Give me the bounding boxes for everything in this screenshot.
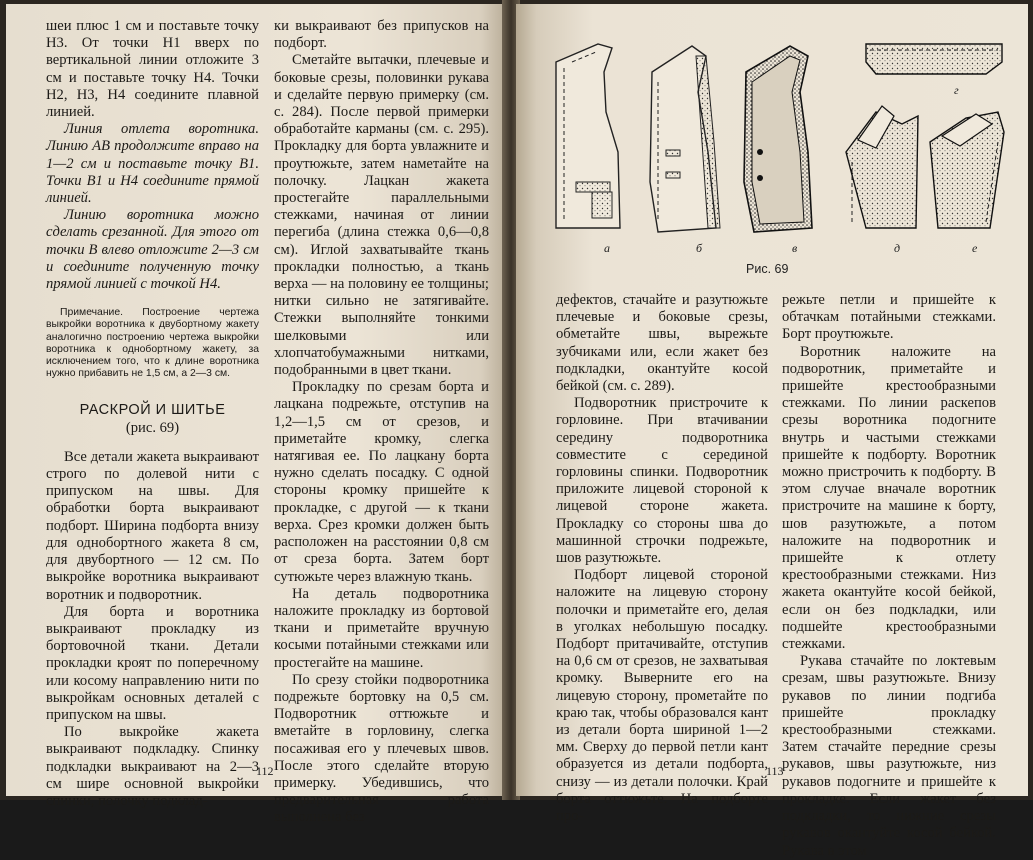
- left-column-2: [274, 18, 489, 827]
- paragraph: Линия отлета воротника. Линию АВ продолжите вправо на 1—2 см и поставьте точку В1. Точки В1 и Н4 соедините прямой линией.: [46, 121, 259, 207]
- jacket-front-a: [556, 44, 620, 228]
- jacket-front-c: [744, 46, 812, 232]
- paragraph: Подборт лицевой стороной наложите на лицевую сторону полочки и приметайте его, делая в уголках небольшую посадку. Подборт притачивайте, отступив на 0,6 см от срезов, не захватывая кромку. Выверните его на лицевую сторону, прометайте по краю так, чтобы образовался кант из детали борта шириной 1—2 мм. Сверху до первой петли кант образуется из детали подборта, снизу — из детали полочки. Край борта оттюжьте. На подборте про-: [556, 567, 768, 825]
- paragraph: шеи плюс 1 см и поставьте точку Н3. От точки Н1 вверх по вертикальной линии отложите 3 см и поставьте точку Н4. Точки Н2, Н3, Н4 соедините плавной линией.: [46, 18, 259, 121]
- paragraph: Воротник наложите на подворотник, приметайте и пришейте крестообразными стежками. По линии раскепов срезы воротника подогните внутрь и частыми стежками пришейте к подборту. Воротник можно пристрочить к подборту. В этом случае вначале воротник пристрочите на машине к борту, шов разутюжьте, а потом наложите на подворотник и пришейте к отлету крестообразными стежками. Низ жакета окантуйте косой бейкой, если он без подкладки, или подшейте крестообразными стежками.: [782, 343, 996, 653]
- page-number: 112: [256, 764, 274, 778]
- figure-69: [546, 32, 1008, 260]
- paragraph: Подворотник пристрочите к горловине. При втачивании середину подворотника совместите с серединой горловины спинки. Подворотник приложите лицевой стороной к лицевой стороне жакета. Прокладку со стороны шва до машинной строчки подрежьте, шов разутюжьте.: [556, 395, 768, 567]
- paragraph: Все детали жакета выкраивают строго по долевой нити с припуском на швы. Для обработки борта выкраивают подборт. Ширина подборта внизу для однобортного жакета 8 см, для двубортного — 12 см. По выкройке воротника выкраивают воротник и подворотник.: [46, 448, 259, 603]
- collar-attach-d: [846, 106, 918, 228]
- right-column-2: [782, 292, 996, 860]
- figure-letter: а: [604, 241, 610, 255]
- figure-letter: г: [954, 83, 959, 97]
- figure-letter: е: [972, 241, 978, 255]
- paragraph: На деталь подворотника наложите прокладку из бортовой ткани и приметайте вручную косыми потайными стежками или простегайте на машине.: [274, 585, 489, 671]
- paragraph: Рукава стачайте по локтевым срезам, швы разутюжьте. Внизу рукавов по линии подгиба пришейте прокладку крестообразными стежками. Затем стачайте передние срезы рукавов, швы разутюжьте, низ рукавов подогните и пришейте к прокладке. Если жакет без подкладки, то нижние срезы рукавов окантуйте косой бейкой. Рукава в этом: [782, 653, 996, 859]
- paragraph: Сметайте вытачки, плечевые и боковые срезы, половинки рукава и сделайте первую примерку (см. с. 284). После первой примерки обработайте карманы (см. с. 295). Прокладку для борта увлажните и проутюжьте, затем наметайте на полочку. Лацкан жакета простегайте параллельными стежками, начиная от линии перегиба (длина стежка 0,6—0,8 см). Иглой захватывайте ткань прокладки полностью, а ткань верха — на половину ее толщины; нитки сильно не затягивайте. Стежки выполняйте тонкими шелковыми или хлопчатобумажными нитками, подобранными в цвет ткани.: [274, 52, 489, 379]
- collar-piece-g: [866, 44, 1002, 74]
- left-page: [6, 4, 506, 826]
- paragraph: По выкройке жакета выкраивают подкладку. Спинку подкладки выкраивают на 2—3 см шире основной выкройки спинки, полочку подклад-: [46, 724, 259, 809]
- figure-letter: б: [696, 241, 703, 255]
- paragraph: Прокладку по срезам борта и лацкана подрежьте, отступив на 1,2—1,5 см от срезов, и приметайте кромку, слегка натягивая ее. По лацкану борта нужно сделать посадку. С одной стороны кромку пришейте к прокладке, с другой — к ткани верха. Срез кромки должен быть расположен на расстоянии 0,8 см от среза борта. Затем борт сутюжьте через влажную ткань.: [274, 379, 489, 585]
- pattern-illustration: [546, 32, 1008, 260]
- jacket-front-b: [650, 46, 720, 232]
- section-heading: РАСКРОЙ И ШИТЬЕ: [79, 402, 226, 419]
- paragraph: ки выкраивают без припусков на подборт.: [274, 18, 489, 52]
- right-page: [516, 4, 1028, 859]
- section-heading-sub: (рис. 69): [125, 419, 180, 436]
- left-column-1: [46, 18, 259, 810]
- paragraph: режьте петли и пришейте к обтачкам потайными стежками. Борт проутюжьте.: [782, 292, 996, 343]
- right-column-1: [556, 292, 768, 825]
- figure-letter: д: [894, 241, 901, 255]
- paragraph: Линию воротника можно сделать срезанной. Для этого от точки В влево отложите 2—3 см и соедините полученную точку прямой линией с точкой Н4.: [46, 207, 259, 293]
- figure-caption: Рис. 69: [746, 262, 789, 276]
- note: Примечание. Построение чертежа выкройки воротника к двубортному жакету аналогично построению чертежа выкройки воротника к однобортному жакету, за исключением того, что к длине воротника нужно прибавить не 1,5 см, а 2—3 см.: [46, 307, 259, 380]
- figure-letter: в: [792, 241, 798, 255]
- paragraph: дефектов, стачайте и разутюжьте плечевые и боковые срезы, обметайте швы, вырежьте зубчиками или, если жакет без подкладки, окантуйте косой бейкой (см. с. 289).: [556, 292, 768, 395]
- paragraph: По срезу стойки подворотника подрежьте бортовку на 0,5 см. Подворотник оттюжьте и вметайте в горловину, слегка посаживая его у плечевых швов. После этого сделайте вторую примерку. Убедившись, что предварительная работа выполнена без: [274, 671, 489, 826]
- paragraph: Для борта и воротника выкраивают прокладку из бортовочной ткани. Детали прокладки кроят по поперечному или косому направлению нити по выкройкам основных деталей с припуском на швы.: [46, 603, 259, 723]
- page-number: 113: [766, 764, 784, 778]
- collar-attach-e: [930, 112, 1004, 228]
